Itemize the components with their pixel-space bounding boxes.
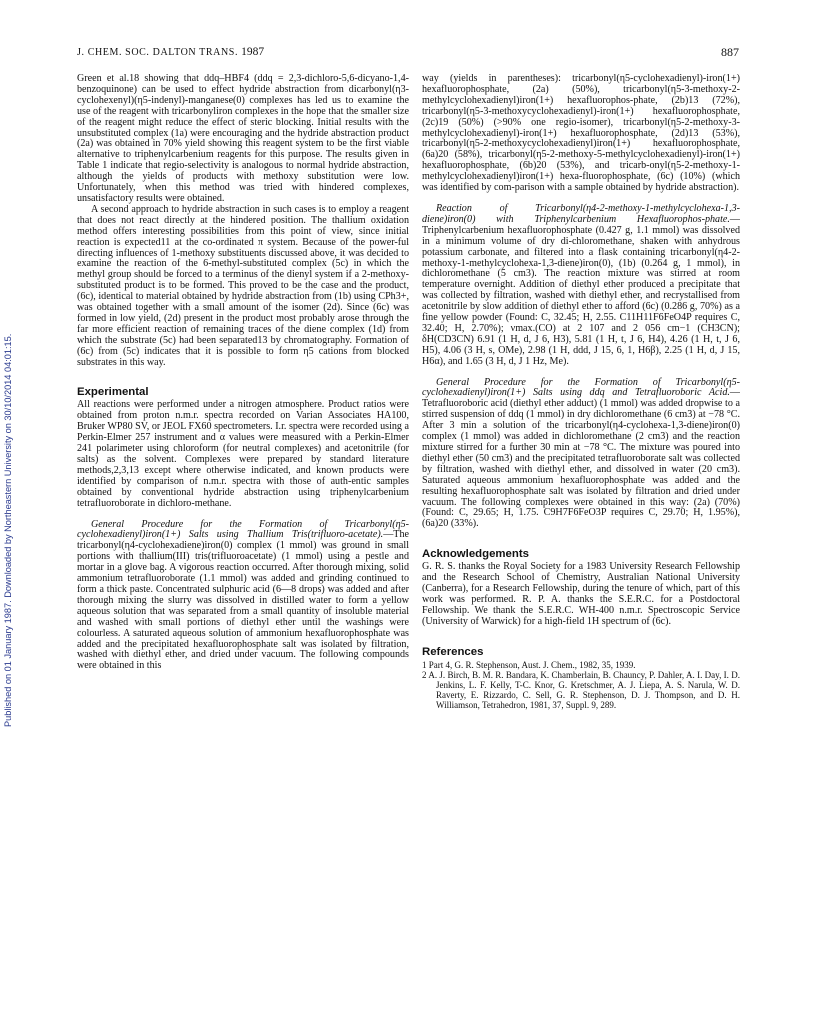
references-heading: References [422, 645, 484, 658]
reference-item: 1 Part 4, G. R. Stephenson, Aust. J. Chem., 1982, 35, 1939. [422, 659, 636, 670]
references-list [422, 660, 740, 710]
procedure-2-title: General Procedure for the Formation of Tricarbonyl(η5-cyclohexadienyl)iron(1+) Salts using ddq and Tetrafluoroboric Acid. [422, 376, 740, 399]
reaction-text: —Triphenylcarbenium hexafluorophosphate (0.427 g, 1.1 mmol) was dissolved in a minimum volume of dry di-chloromethane, shaken with anhydrous potassium carbonate, and filtered into a flask containing tricarbonyl(η4-2-methoxy-1-methylcyclohexa-1,3-diene)iron(0), (1b) (0.264 g, 1 mmol), in dichloromethane (5 cm3). The reaction mixture was stirred at room temperature overnight. Addition of diethyl ether produced a precipitate that was collected by filtration, washed with diethyl ether, and recrystallised from acetonitrile by slow addition of diethyl ether to afford (6c) (0.286 g, 70%) as a fine yellow powder (Found: C, 32.45; H, 2.55. C11H11F6FeO4P requires C, 32.40; H, 2.70%); νmax.(CO) at 2 107 and 2 056 cm−1 (CH3CN); δH(CD3CN) 6.91 (1 H, d, J 6, H3), 5.81 (1 H, t, J 6, H4), 4.26 (1 H, t, J 6, H5), 4.06 (3 H, s, OMe), 2.98 (1 H, ddd, J 15, 6, 1, H6β), 2.25 (1 H, d, J 15, H6α), and 1.65 (3 H, d, J 1 Hz, Me). [422, 213, 740, 367]
left-column [77, 74, 409, 1014]
experimental-paragraph: All reactions were performed under a nitrogen atmosphere. Product ratios were obtained from proton n.m.r. spectra recorded on Varian Associates HA100, Bruker WP80 SV, or JEOL FX60 spectrometers. I.r. spectra were recorded using a Perkin-Elmer 257 instrument and α values were measured with a Perkin-Elmer 241 polarimeter using chloroform (for neutral complexes) and acetonitrile (for salts) as the solvent. Complexes were prepared by standard literature methods,2,3,13 except where otherwise indicated, and known products were identified by comparison of n.m.r. spectra with those of auth-entic samples obtained by conventional hydride abstraction using triphenylcarbenium tetrafluoroborate in dichloro-methane. [77, 399, 409, 509]
intro-paragraph-1: Green et al.18 showing that ddq–HBF4 (ddq = 2,3-dichloro-5,6-dicyano-1,4-benzoquinone) can be used to effect hydride abstraction from dicarbonyl(η3-cyclohexenyl)(η5-indenyl)-manganese(0) complexes has led us to examine the use of the reagent with tricarbonyliron complexes in the hope that the smaller size of the reagent might reduce the effect of steric blocking. Initial results with the unsubstituted complex (1a) were encouraging and the hydride abstraction product (2a) was obtained in 70% yield showing this reagent system to be the first viable alternative to triphenylcarbenium reagents for this purpose. The results given in Table 1 indicate that regio-selectivity is analogous to normal hydride abstraction, although the yields of products with methoxy substitution were low. Unfortunately, when this method was tried with hindered complexes, unsatisfactory results were obtained. [77, 74, 409, 204]
page-number: 887 [721, 45, 739, 59]
journal-year: 1987 [241, 46, 265, 58]
procedure-2 [422, 378, 740, 531]
procedure-1 [77, 520, 409, 673]
reaction-title: Reaction of Tricarbonyl(η4-2-methoxy-1-methylcyclohexa-1,3-diene)iron(0) with Triphenylcarbenium Hexafluorophos-phate. [422, 202, 740, 225]
procedure-1-title: General Procedure for the Formation of Tricarbonyl(η5-cyclohexadienyl)iron(1+) Salts using Thallium Tris(trifluoro-acetate). [77, 518, 409, 541]
journal-name: J. CHEM. SOC. DALTON TRANS. [77, 47, 239, 58]
acknowledgements-heading: Acknowledgements [422, 548, 529, 561]
continuation-paragraph: way (yields in parentheses): tricarbonyl(η5-cyclohexadienyl)-iron(1+) hexafluorophosphate, (2a) (50%), tricarbonyl(η5-3-methoxy-2-methylcyclohexadienyl)iron(1+) hexafluorophos-phate, (2b)13 (72%), tricarbonyl(η5-3-methoxycyclohexadienyl)-iron(1+) hexafluorophosphate, (2c)19 (50%) (>90% one regio-isomer), tricarbonyl(η5-2-methoxy-3-methylcyclohexadienyl)-iron(1+) hexafluorophosphate, (2d)13 (53%), tricarbonyl(η5-2-methoxycyclohexadienyl)iron(1+) hexafluorophosphate, (6a)20 (58%), tricarbonyl(η5-2-methoxy-5-methylcyclohexadienyl)-iron(1+) hexafluorophosphate, (6b)20 (53%), and tricarb-onyl(η5-2-methoxy-1-methylcyclohexadienyl)iron(1+) hexa-fluorophosphate, (6c) (10%) (which was identified by com-parison with a sample obtained by hydride abstraction). [422, 74, 740, 194]
procedure-1-text: —The tricarbonyl(η4-cyclohexadiene)iron(0) complex (1 mmol) was ground in small portions with thallium(III) tris(trifluoroacetate) (1 mmol) using a pestle and mortar in a glove bag. A vigorous reaction occurred. After thorough mixing, solid ammonium tetrafluoroborate (1.1 mmol) was added and grinding continued to form a thick paste. Concentrated sulphuric acid (6—8 drops) was added and after thorough mixing the slurry was dissolved in distilled water to form a yellow aqueous solution that was separated from a small quantity of insoluble material and washed with small portions of diethyl ether until the washings were colourless. A saturated aqueous solution of ammonium hexafluorophosphate was added and the precipitated hexafluorophosphate salt was isolated by filtration, washed with diethyl ether, and dried under vacuum. The following compounds were obtained in this [77, 529, 409, 672]
running-header [77, 46, 264, 58]
publication-watermark: Published on 01 January 1987. Downloaded by Northeastern University on 30/10/2014 04:01:15. [3, 333, 13, 727]
right-column [422, 74, 740, 1014]
acknowledgements-text: G. R. S. thanks the Royal Society for a 1983 University Research Fellowship and the Research School of Chemistry, Australian National University (Canberra), for a Research Fellowship, during the tenure of which, part of this work was performed. R. P. A. thanks the S.E.R.C. for a Postdoctoral Fellowship. We thank the S.E.R.C. WH-400 n.m.r. Spectroscopic Service (University of Warwick) for a high-field 1H spectrum of (6c). [422, 561, 740, 627]
experimental-heading: Experimental [77, 386, 149, 399]
reference-item: 2 A. J. Birch, B. M. R. Bandara, K. Chamberlain, B. Chauncy, P. Dahler, A. I. Day, I. D. Jenkins, L. F. Kelly, T-C. Knor, G. Kretschmer, A. J. Liepa, A. S. Narula, W. D. Raverty, E. Rizzardo, C. Sell, G. R. Stephenson, D. J. Thompson, and D. H. Williamson, Tetrahedron, 1981, 37, Suppl. 9, 289. [422, 669, 740, 710]
reaction-procedure [422, 204, 740, 368]
procedure-2-text: —Tetrafluoroboric acid (diethyl ether adduct) (1 mmol) was added dropwise to a stirred suspension of ddq (1 mmol) in dry dichloromethane (6 cm3) at −78 °C. After 3 min a solution of the tricarbonyl(η4-cyclohexa-1,3-diene)iron(0) complex (1 mmol) was added in dichloromethane (2 cm3) and the reaction mixture stirred for a further 30 min at −78 °C. The mixture was poured into diethyl ether (50 cm3) and the precipitated tetrafluoroborate salt was collected by filtration, washed with diethyl ether, and dissolved in water (20 cm3). Saturated aqueous ammonium hexafluorophosphate was added and the resulting hexafluorophosphate salt was isolated by filtration and dried under vacuum. The following complexes were obtained in this way: (2a) (70%) (Found: C, 29.65; H, 1.75. C9H7F6FeO3P requires C, 29.70; H, 1.95%), (6a)20 (33%). [422, 387, 740, 530]
intro-paragraph-2: A second approach to hydride abstraction in such cases is to employ a reagent that does not react directly at the hindered position. The thallium oxidation method offers interesting possibilities from this point of view, since initial reaction is expected11 at the co-ordinated π system. Because of the power-ful directing influences of 1-methoxy substituents discussed above, it was decided to examine the reaction of the 6-methyl-substituted complex (5c) in which the methyl group should be forced to a terminus of the dienyl system if a 2-methoxy-substituted product is to be formed. This proved to be the case and the product, (6c), identical to material obtained by hydride abstraction from (1b) using CPh3+, was obtained together with a small amount of the isomer (2d). Since (6c) was formed in low yield, (2d) present in the product most probably arose through the far more efficient reaction of remaining traces of the diene complex (1d) from which the substrate (5c) had been separated13 by chromatography. Formation of (6c) from (5c) indicates that it is possible to form η5 cations from blocked substrates in this way. [77, 203, 409, 368]
